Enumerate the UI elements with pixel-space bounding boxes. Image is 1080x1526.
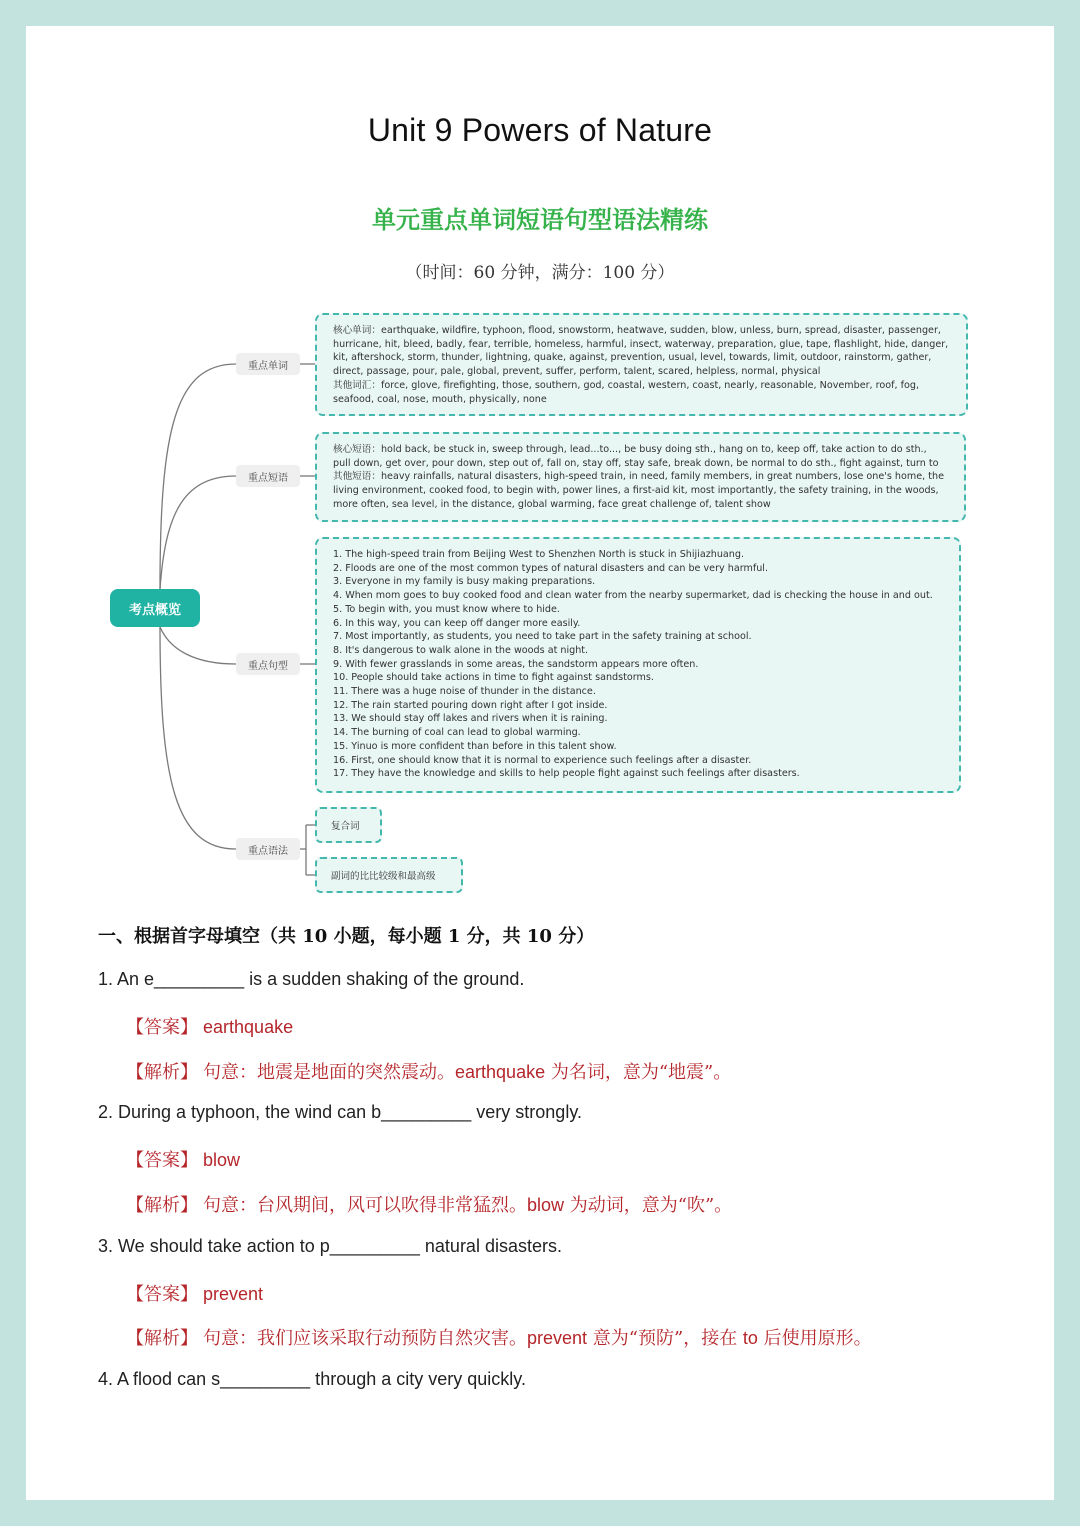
explanation-word: prevent — [527, 1328, 588, 1348]
sentence-item: 2. Floods are one of the most common types of natural disasters and can be very harmful. — [333, 562, 769, 574]
question-text: 4. A flood can s_________ through a city very quickly. — [98, 1369, 526, 1389]
explanation-text: 句意：地震是地面的突然震动。 — [203, 1062, 456, 1083]
sentence-item: 6. In this way, you can keep off danger more easily. — [333, 617, 581, 629]
answer-line — [126, 1013, 293, 1039]
answer-label: 【答案】 — [126, 1017, 198, 1038]
sentence-item: 17. They have the knowledge and skills to help people fight against such feelings after disasters. — [333, 768, 800, 780]
explanation-label: 【解析】 — [126, 1062, 198, 1083]
branch-key-grammar: 重点语法 — [236, 838, 300, 860]
explanation-text: 句意：台风期间，风可以吹得非常猛烈。 — [203, 1195, 528, 1216]
explanation-line — [126, 1058, 731, 1084]
phrases-line: living environment, cooked food, to begin with, power lines, a first-aid kit, most importantly, the safety training, in the woods, — [333, 485, 939, 497]
words-line: seafood, coal, nose, mouth, physically, none — [333, 393, 547, 405]
words-box — [315, 313, 968, 416]
sentence-item: 16. First, one should know that it is normal to experience such feelings after a disaster. — [333, 754, 752, 766]
sentence-item: 5. To begin with, you must know where to hide. — [333, 603, 560, 615]
grammar-item-adverb-comparison: 副词的比比较级和最高级 — [315, 857, 463, 893]
sentence-item: 1. The high-speed train from Beijing West to Shenzhen North is stuck in Shijiazhuang. — [333, 549, 745, 560]
explanation-line — [126, 1191, 732, 1217]
words-line: kit, aftershock, storm, thunder, lightning, quake, against, prevention, usual, level, towards, limit, outdoor, rainstorm, gather, — [333, 352, 932, 364]
explanation-line — [126, 1324, 872, 1350]
page-title: Unit 9 Powers of Nature — [367, 112, 713, 148]
sentence-item: 15. Yinuo is more confident than before in this talent show. — [333, 740, 617, 752]
explanation-word: blow — [527, 1195, 565, 1215]
explanation-word: to — [742, 1328, 758, 1348]
explanation-label: 【解析】 — [126, 1195, 198, 1216]
phrases-box — [315, 432, 966, 522]
explanation-text: 意为“预防”，接在 — [587, 1328, 743, 1349]
explanation-word: earthquake — [455, 1062, 546, 1082]
sentence-item: 8. It's dangerous to walk alone in the woods at night. — [333, 644, 589, 656]
sentence-item: 11. There was a huge noise of thunder in the distance. — [333, 686, 596, 698]
mindmap-root: 考点概览 — [110, 589, 200, 627]
answer-label: 【答案】 — [126, 1284, 198, 1305]
phrases-line: more often, sea level, in the distance, global warming, face great challenge of, talent show — [333, 498, 771, 510]
words-line: 核心单词：earthquake, wildfire, typhoon, flood, snowstorm, heatwave, sudden, blow, unless, burn, spread, disaster, passenger, — [333, 325, 941, 336]
question-text: 3. We should take action to p_________ natural disasters. — [98, 1236, 562, 1256]
explanation-text: 句意：我们应该采取行动预防自然灾害。 — [203, 1328, 528, 1349]
sentences-box — [315, 537, 961, 793]
branch-key-words: 重点单词 — [236, 353, 300, 375]
explanation-label: 【解析】 — [126, 1328, 198, 1349]
sentence-item: 12. The rain started pouring down right after I got inside. — [333, 699, 608, 711]
phrases-line: pull down, get over, pour down, step out of, fall on, stay off, stay safe, break down, be normal to do sth., fight against, turn to — [333, 457, 939, 469]
question-text: 1. An e_________ is a sudden shaking of the ground. — [98, 969, 525, 989]
section-heading: 一、根据首字母填空（共 10 小题，每小题 1 分，共 10 分） — [98, 926, 595, 947]
words-line: hurricane, hit, bleed, badly, fear, terrible, homeless, harmful, insect, waterway, preparation, glue, tape, flashlight, hide, danger, — [333, 338, 949, 350]
page-subtitle: 单元重点单词短语句型语法精练 — [372, 205, 708, 234]
answer-line — [126, 1146, 240, 1172]
explanation-text: 后使用原形。 — [757, 1328, 872, 1349]
answer-line — [126, 1280, 263, 1306]
explanation-text: 为动词，意为“吹”。 — [564, 1195, 733, 1216]
sentence-item: 4. When mom goes to buy cooked food and clean water from the nearby supermarket, dad is checking the house in and out. — [333, 590, 933, 602]
words-line: direct, passage, pour, pale, global, prevent, suffer, perform, talent, scared, helpless, normal, physical — [333, 366, 821, 378]
sentence-item: 9. With fewer grasslands in some areas, the sandstorm appears more often. — [333, 658, 699, 670]
question-text: 2. During a typhoon, the wind can b_________ very strongly. — [98, 1102, 582, 1122]
explanation-text: 为名词，意为“地震”。 — [545, 1062, 732, 1083]
grammar-item-compound: 复合词 — [315, 807, 382, 843]
sentence-item: 13. We should stay off lakes and rivers when it is raining. — [333, 713, 608, 725]
phrases-line: 其他短语：heavy rainfalls, natural disasters, high-speed train, in need, family members, in great numbers, lose one's home, the — [333, 471, 944, 483]
exam-meta: （时间：60 分钟，满分：100 分） — [405, 263, 675, 283]
branch-key-sentences: 重点句型 — [236, 653, 300, 675]
sentence-item: 7. Most importantly, as students, you need to take part in the safety training at school. — [333, 631, 752, 643]
answer-value: earthquake — [203, 1017, 294, 1037]
answer-value: blow — [203, 1150, 241, 1170]
sentence-item: 14. The burning of coal can lead to global warming. — [333, 727, 581, 739]
answer-label: 【答案】 — [126, 1150, 198, 1171]
branch-key-phrases: 重点短语 — [236, 465, 300, 487]
words-line: 其他词汇：force, glove, firefighting, those, southern, god, coastal, western, coast, nearly, reasonable, November, roof, fog, — [333, 379, 919, 391]
sentence-item: 3. Everyone in my family is busy making preparations. — [333, 576, 596, 588]
sentence-item: 10. People should take actions in time to fight against sandstorms. — [333, 672, 654, 684]
answer-value: prevent — [203, 1284, 264, 1304]
phrases-line: 核心短语：hold back, be stuck in, sweep through, lead...to..., be busy doing sth., hang on to, keep off, take action to do sth., — [333, 444, 927, 455]
